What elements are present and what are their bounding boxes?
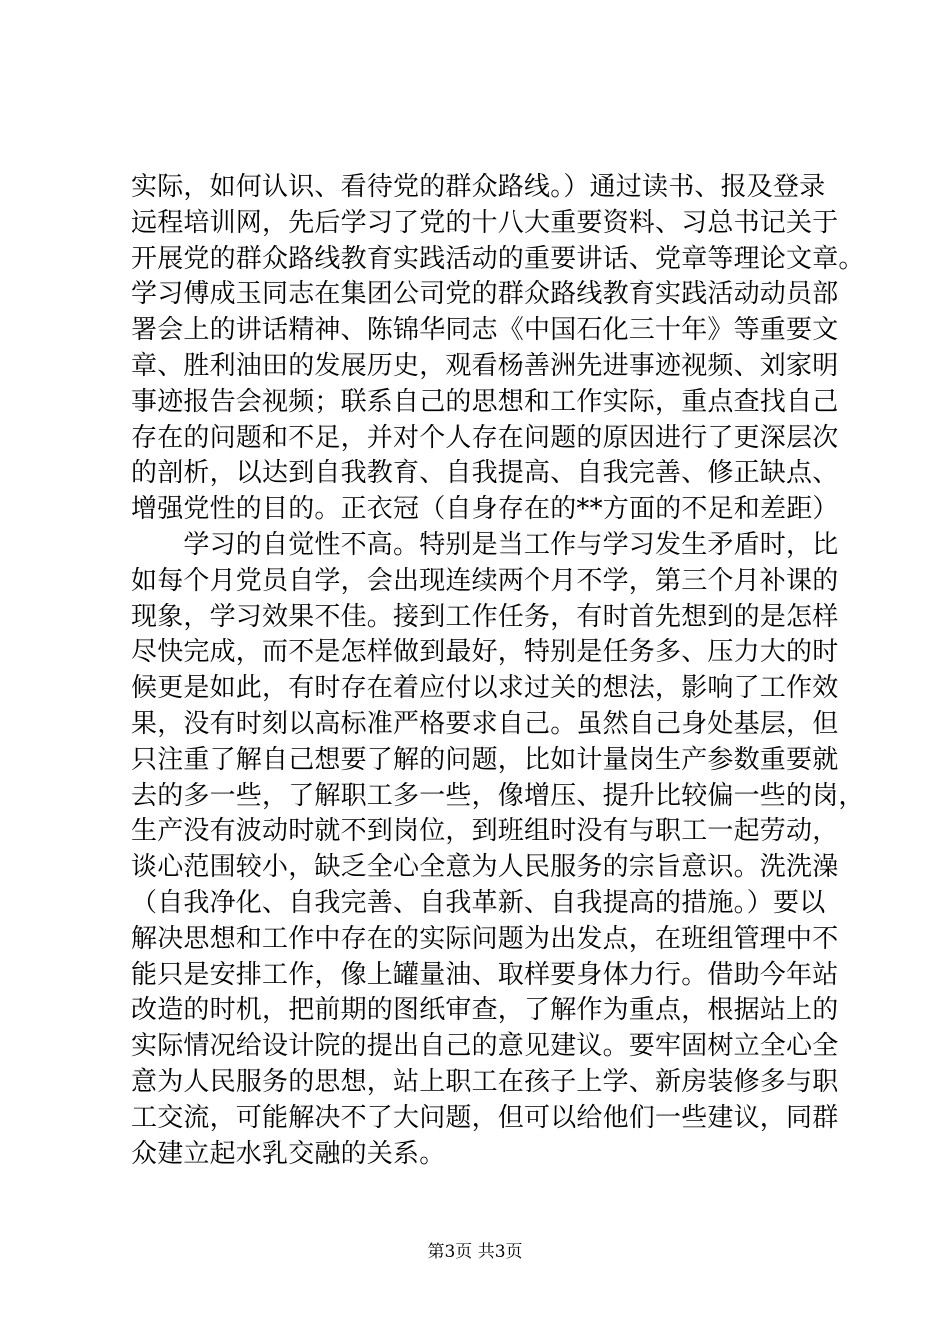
text-line: 改造的时机，把前期的图纸审查，了解作为重点，根据站上的 (131, 995, 839, 1026)
text-line: 的剖析，以达到自我教育、自我提高、自我完善、修正缺点、 (131, 458, 839, 489)
text-line: 实际情况给设计院的提出自己的意见建议。要牢固树立全心全 (131, 1031, 839, 1062)
text-line: 现象，学习效果不佳。接到工作任务，有时首先想到的是怎样 (131, 601, 839, 632)
text-line: 生产没有波动时就不到岗位，到班组时没有与职工一起劳动， (131, 816, 839, 847)
text-line: （自我净化、自我完善、自我革新、自我提高的措施。）要以 (131, 887, 826, 918)
page-number-footer: 第3页 共3页 (427, 1242, 523, 1262)
text-line: 如每个月党员自学，会出现连续两个月不学，第三个月补课的 (131, 565, 839, 596)
text-line: 章、胜利油田的发展历史，观看杨善洲先进事迹视频、刘家明 (131, 350, 839, 381)
text-line: 谈心范围较小，缺乏全心全意为人民服务的宗旨意识。洗洗澡 (131, 852, 839, 883)
text-line: 实际，如何认识、看待党的群众路线。）通过读书、报及登录 (131, 172, 826, 202)
text-line: 存在的问题和不足，并对个人存在问题的原因进行了更深层次 (131, 422, 839, 453)
text-line: 候更是如此，有时存在着应付以求过关的想法，影响了工作效 (131, 673, 839, 704)
text-line: 只注重了解自己想要了解的问题，比如计量岗生产参数重要就 (131, 744, 839, 775)
text-line: 意为人民服务的思想，站上职工在孩子上学、新房装修多与职 (131, 1066, 839, 1097)
text-line: 署会上的讲话精神、陈锦华同志《中国石化三十年》等重要文 (131, 315, 839, 346)
text-line: 事迹报告会视频；联系自己的思想和工作实际，重点查找自己 (131, 386, 839, 417)
text-line: 学习傅成玉同志在集团公司党的群众路线教育实践活动动员部 (131, 279, 839, 310)
text-line: 增强党性的目的。正衣冠（自身存在的**方面的不足和差距） (131, 494, 839, 525)
text-line: 开展党的群众路线教育实践活动的重要讲话、党章等理论文章。 (131, 243, 865, 274)
text-line: 远程培训网，先后学习了党的十八大重要资料、习总书记关于 (131, 207, 839, 238)
text-line: 解决思想和工作中存在的实际问题为出发点，在班组管理中不 (131, 923, 839, 954)
text-line: 众建立起水乳交融的关系。 (131, 1138, 446, 1169)
text-line: 去的多一些，了解职工多一些，像增压、提升比较偏一些的岗， (131, 780, 865, 811)
text-line: 学习的自觉性不高。特别是当工作与学习发生矛盾时，比 (131, 529, 839, 560)
text-line: 工交流，可能解决不了大问题，但可以给他们一些建议，同群 (131, 1102, 839, 1133)
text-line: 果，没有时刻以高标准严格要求自己。虽然自己身处基层，但 (131, 708, 839, 739)
text-line: 能只是安排工作，像上罐量油、取样要身体力行。借助今年站 (131, 959, 839, 990)
body-text (131, 170, 865, 1172)
text-line: 尽快完成，而不是怎样做到最好，特别是任务多、压力大的时 (131, 637, 839, 668)
